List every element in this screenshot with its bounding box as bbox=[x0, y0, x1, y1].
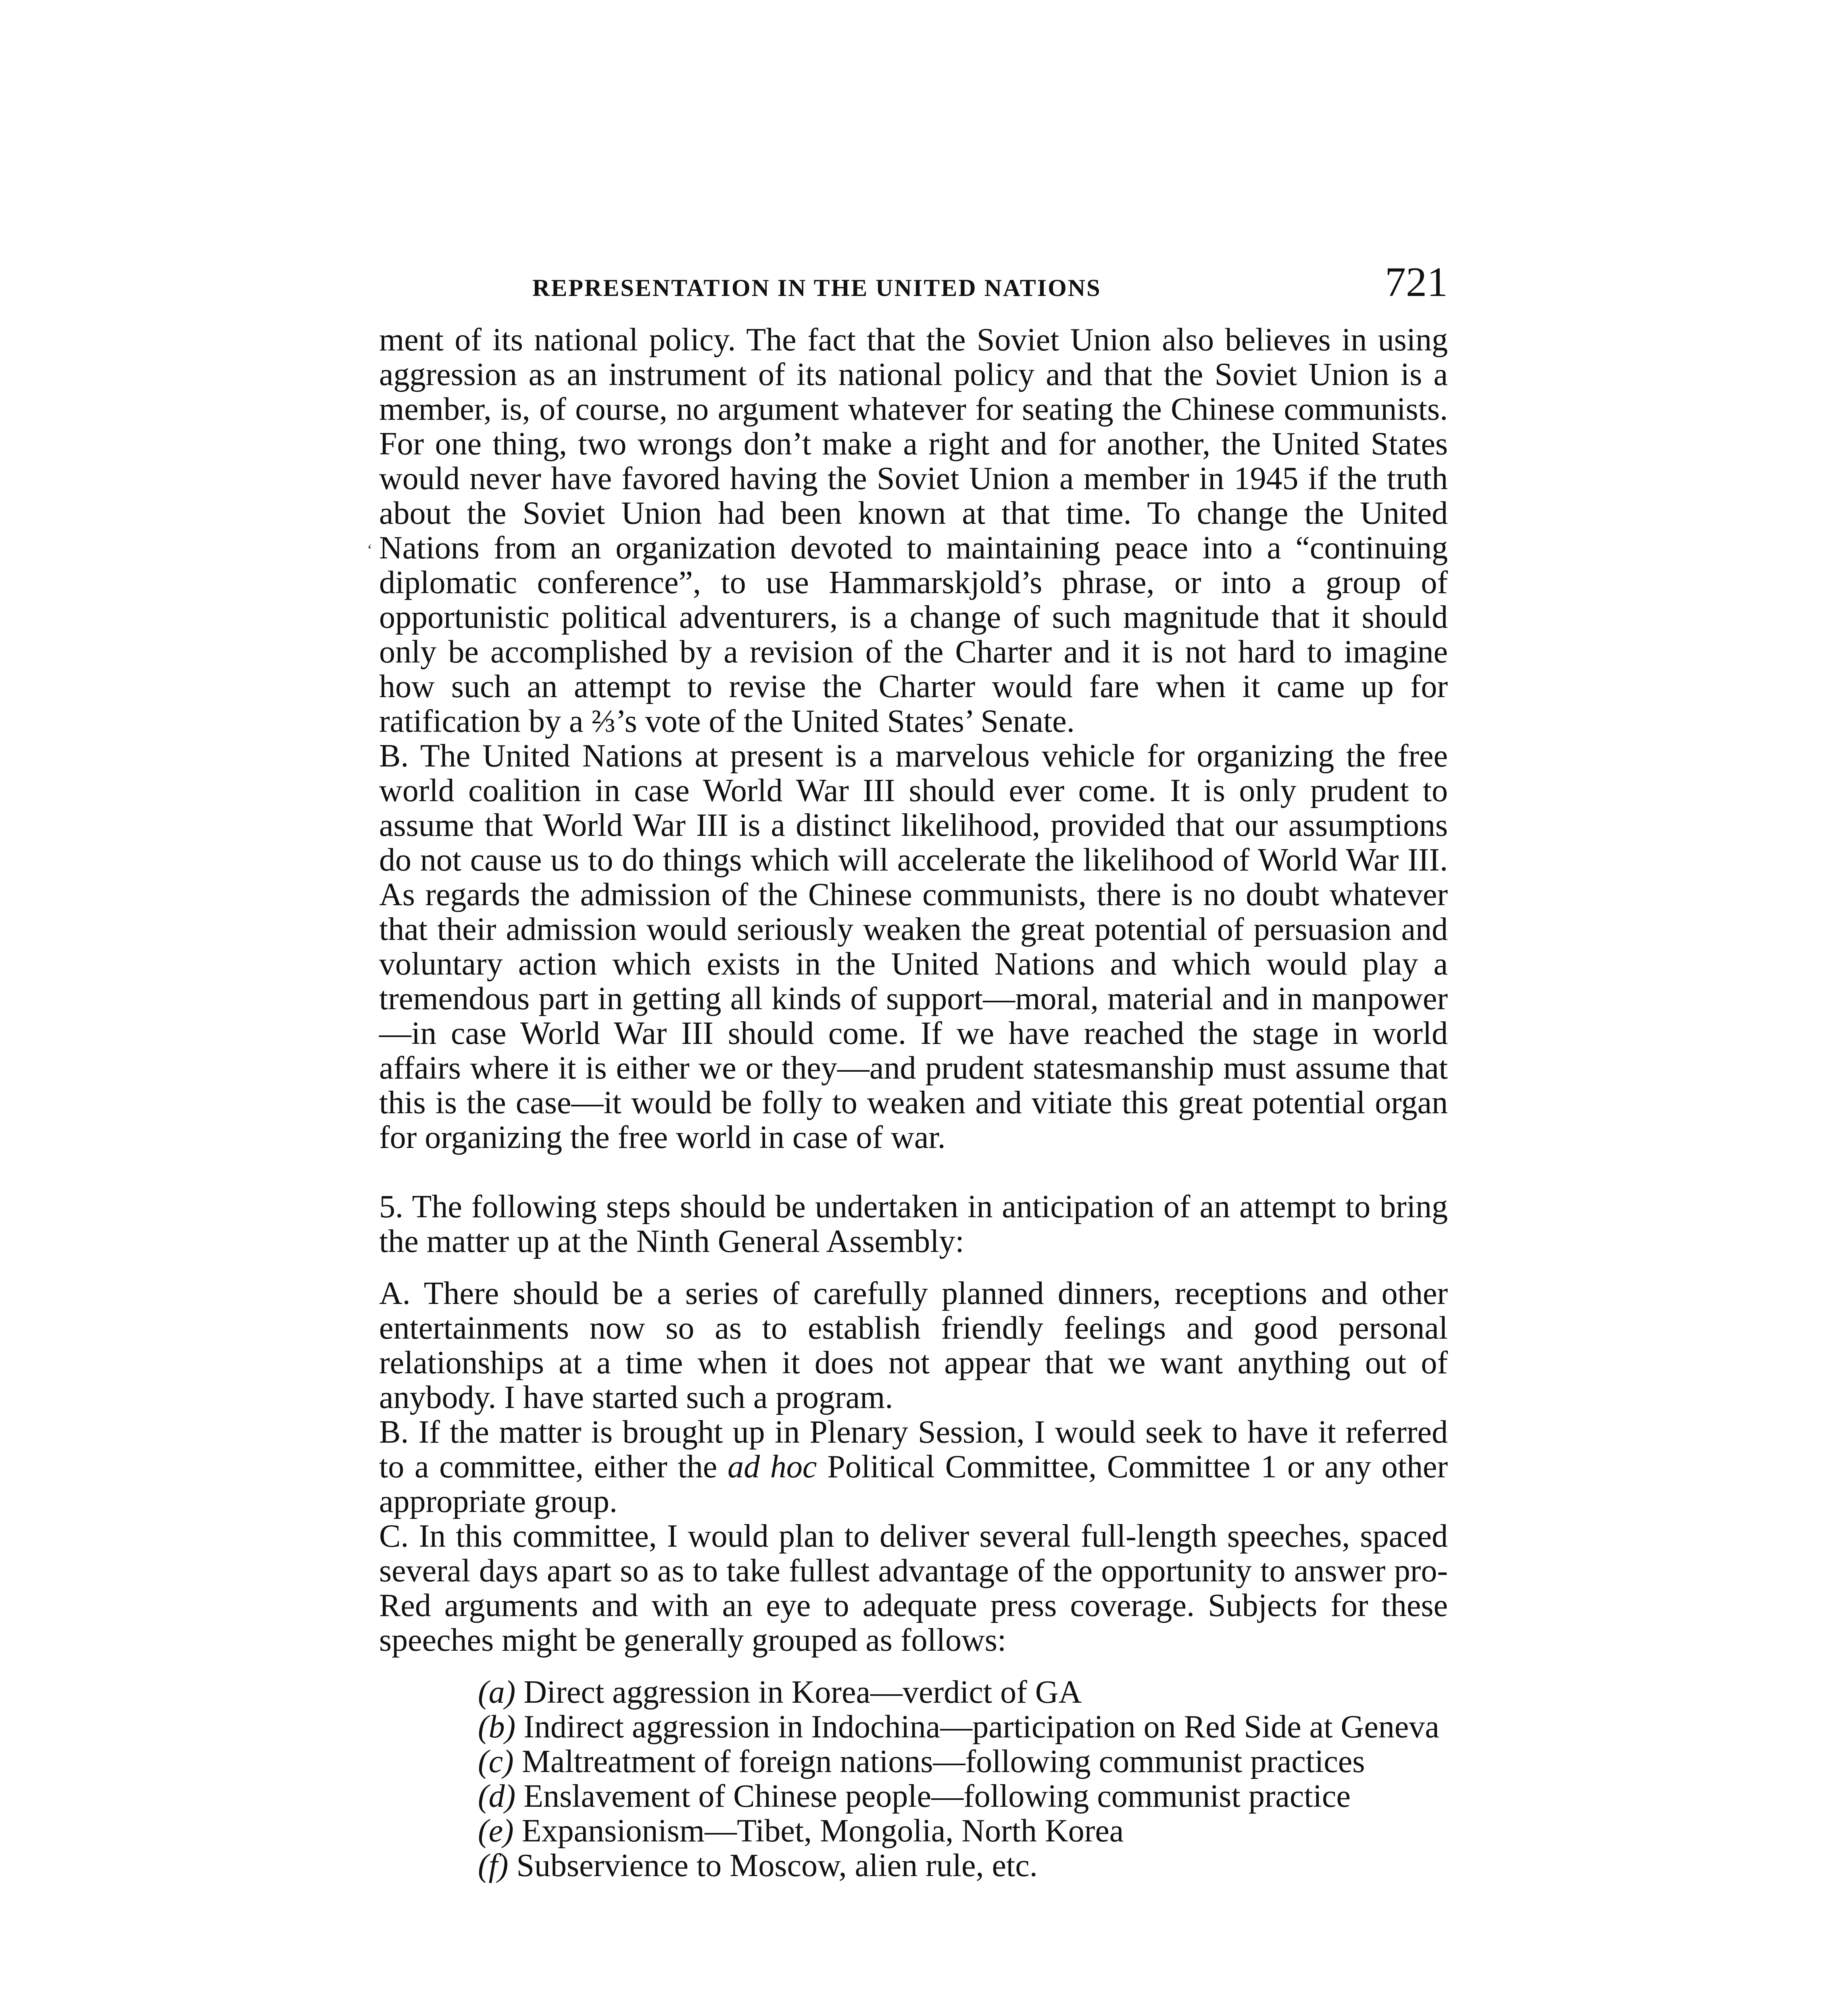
list-item bbox=[379, 1779, 1448, 1814]
list-item-letter: (f) bbox=[478, 1848, 509, 1883]
list-item bbox=[379, 1710, 1448, 1744]
paragraph-continuation: ment of its national policy. The fact that the Soviet Union also believes in using aggression as an instrument of its national policy and that the Soviet Union is a member, is, of course, no argument whatever for seating the Chinese communists. For one thing, two wrongs don’t make a right and for another, the United States would never have favored having the Soviet Union a member in 1945 if the truth about the Soviet Union had been known at that time. To change the United Nations from an organization devoted to maintaining peace into a “continuing diplomatic conference”, to use Hammarskjold’s phrase, or into a group of opportunistic political adventurers, is a change of such magnitude that it should only be accomplished by a revision of the Charter and it is not hard to imagine how such an attempt to revise the Charter would fare when it came up for ratification by a ⅔’s vote of the United States’ Senate. bbox=[379, 322, 1448, 739]
list-item-text: Direct aggression in Korea—verdict of GA bbox=[523, 1674, 1082, 1710]
list-item-text: Maltreatment of foreign nations—following communist practices bbox=[521, 1744, 1365, 1779]
list-item-letter: (e) bbox=[478, 1813, 514, 1849]
paragraph-c-committee: C. In this committee, I would plan to deliver several full-length speeches, spaced several days apart so as to take fullest advantage of the opportunity to answer pro-Red arguments and with an eye to adequate press coverage. Subjects for these speeches might be generally grouped as follows: bbox=[379, 1518, 1448, 1658]
body-text bbox=[379, 323, 1448, 1883]
list-item-text: Expansionism—Tibet, Mongolia, North Korea bbox=[521, 1813, 1124, 1849]
list-item-letter: (d) bbox=[478, 1779, 516, 1814]
paragraph-b-plenary bbox=[379, 1415, 1448, 1519]
paragraph-b-vehicle: B. The United Nations at present is a marvelous vehicle for organizing the free world coalition in case World War III should ever come. It is only prudent to assume that World War III is a distinct likelihood, provided that our assumptions do not cause us to do things which will accelerate the likelihood of World War III. As regards the admission of the Chinese communists, there is no doubt whatever that their admission would seriously weaken the great potential of persuasion and voluntary action which exists in the United Nations and which would play a tremendous part in getting all kinds of support—moral, material and in manpower—in case World War III should come. If we have reached the stage in world affairs where it is either we or they—and prudent statesmanship must assume that this is the case—it would be folly to weaken and vitiate this great potential organ for organizing the free world in case of war. bbox=[379, 738, 1448, 1155]
list-item-letter: (b) bbox=[478, 1709, 516, 1745]
running-head: REPRESENTATION IN THE UNITED NATIONS bbox=[532, 275, 1101, 301]
list-item-text: Subservience to Moscow, alien rule, etc. bbox=[516, 1848, 1038, 1883]
list-item-letter: (c) bbox=[478, 1744, 514, 1779]
list-item bbox=[379, 1848, 1448, 1883]
ad-hoc-term: ad hoc bbox=[728, 1449, 817, 1485]
page-header bbox=[379, 258, 1448, 314]
list-item bbox=[379, 1675, 1448, 1710]
paragraph-5-steps: 5. The following steps should be undertaken in anticipation of an attempt to bring the matter up at the Ninth General Assembly: bbox=[379, 1189, 1448, 1259]
paragraph-b-plenary-end: Political Committee, Committee 1 or any other appropriate group. bbox=[379, 1449, 1448, 1519]
margin-mark: ‘ bbox=[367, 541, 373, 559]
speech-subject-list bbox=[379, 1675, 1448, 1883]
list-item bbox=[379, 1814, 1448, 1848]
paragraph-b-plenary-start: B. If the matter is brought up in Plenary Session, I would seek to have it referred to a committee, either the bbox=[379, 1414, 1448, 1485]
page-number: 721 bbox=[1385, 259, 1448, 305]
list-item-text: Indirect aggression in Indochina—participation on Red Side at Geneva bbox=[523, 1709, 1439, 1745]
list-item-letter: (a) bbox=[478, 1674, 516, 1710]
paragraph-a-dinners: A. There should be a series of carefully planned dinners, receptions and other entertainments now so as to establish friendly feelings and good personal relationships at a time when it does not appear that we want anything out of anybody. I have started such a program. bbox=[379, 1276, 1448, 1415]
list-item bbox=[379, 1744, 1448, 1779]
list-item-text: Enslavement of Chinese people—following communist practice bbox=[523, 1779, 1351, 1814]
